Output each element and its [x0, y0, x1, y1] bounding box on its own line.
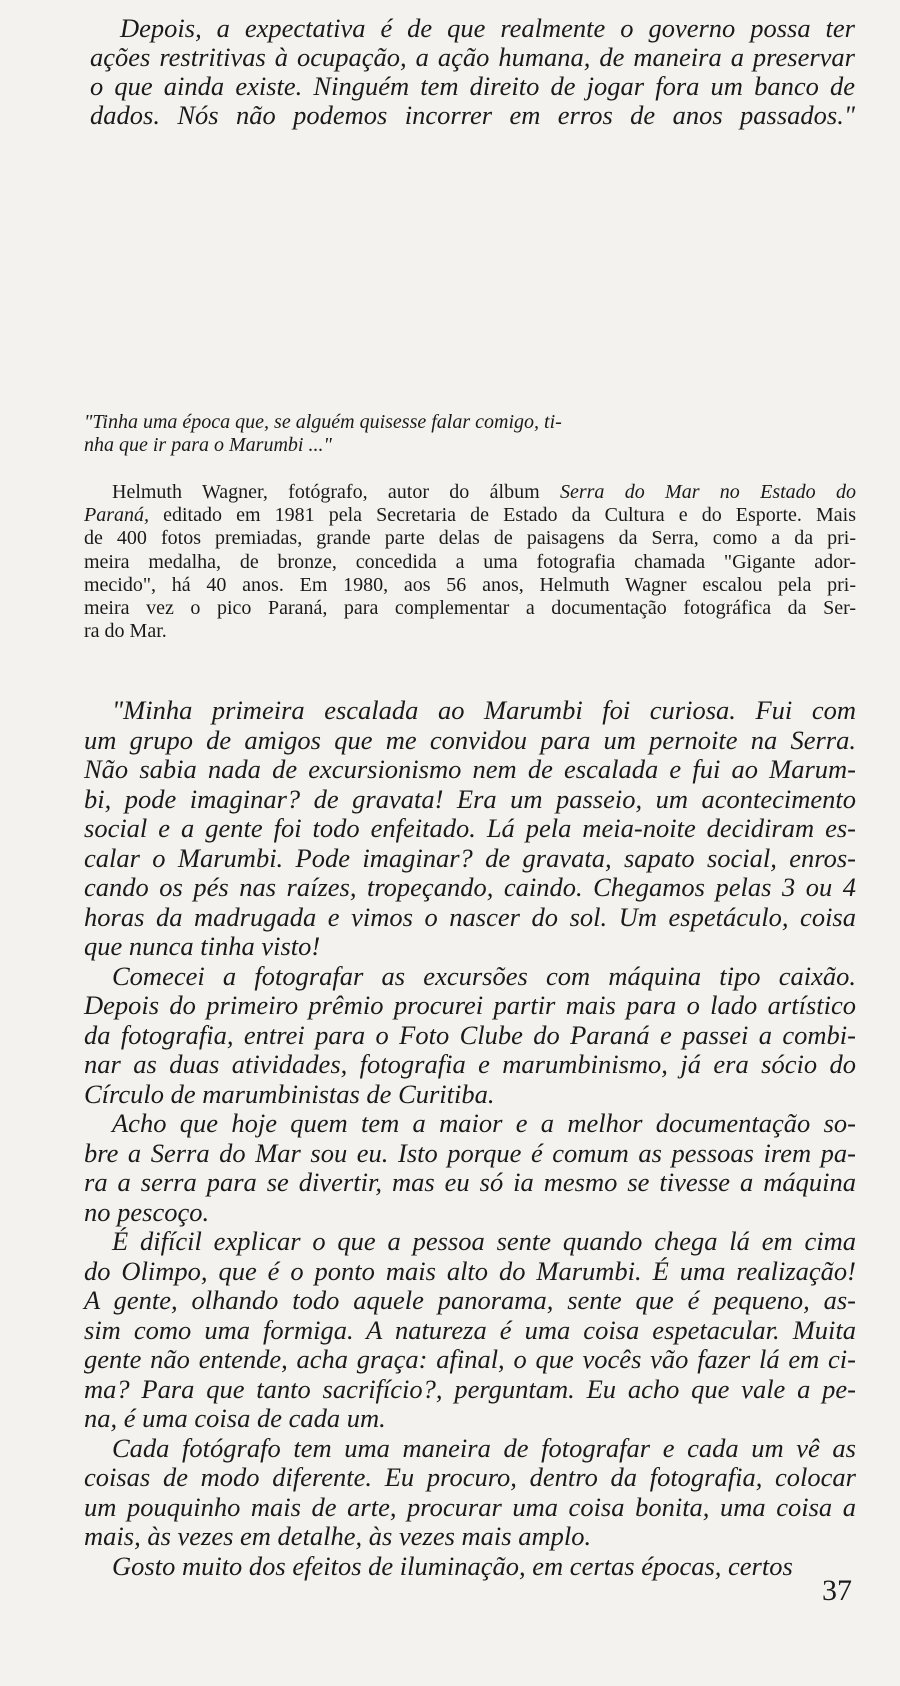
photographer-bio [84, 481, 856, 643]
text-line: Comecei a fotografar as excursões com máquina tipo caixão. [112, 960, 856, 991]
album-title: Paraná, [84, 504, 149, 527]
text-line: É difícil explicar o que a pessoa sente quando chega lá em cima [112, 1226, 856, 1256]
text-line: bre a Serra do Mar sou eu. Isto porque é comum as pessoas irem pa- [84, 1137, 856, 1168]
text-line: mecido", há 40 anos. Em 1980, aos 56 anos, Helmuth Wagner escalou pela pri- [84, 573, 856, 596]
text-line: Depois, a expectativa é de que realmente o governo possa ter [120, 13, 855, 43]
text-line: ações restritivas à ocupação, a ação humana, de maneira a preservar [90, 42, 855, 72]
interview-paragraph [84, 1434, 856, 1552]
text-line: de 400 fotos premiadas, grande parte delas de paisagens da Serra, como a da pri- [84, 527, 856, 550]
text-line: Cada fotógrafo tem uma maneira de fotografar e cada um vê as [112, 1432, 856, 1463]
text-line: meira vez o pico Paraná, para complementar a documentação fotográfica da Ser- [84, 597, 856, 620]
text-line: nar as duas atividades, fotografia e marumbinismo, já era sócio do [84, 1049, 856, 1079]
epigraph-quote [84, 411, 664, 457]
text-line: nha que ir para o Marumbi ..." [84, 434, 332, 456]
album-title: Serra do Mar no Estado do [559, 481, 857, 503]
text-line: do Olimpo, que é o ponto mais alto do Marumbi. É uma realização! [84, 1255, 856, 1286]
text-line: horas da madrugada e vimos o nascer do sol. Um espetáculo, coisa [84, 901, 856, 932]
text-line: um pouquinho mais de arte, procurar uma coisa bonita, uma coisa a [84, 1491, 856, 1522]
text-line: ma? Para que tanto sacrifício?, perguntam. Eu acho que vale a pe- [84, 1373, 856, 1404]
text-line: Gosto muito dos efeitos de iluminação, em certas épocas, certos [112, 1550, 793, 1581]
text-line: mais, às vezes em detalhe, às vezes mais amplo. [84, 1521, 592, 1551]
interview-paragraph [84, 1109, 856, 1227]
text-line: Acho que hoje quem tem a maior e a melhor documentação so- [112, 1108, 856, 1138]
interview-paragraph [84, 1552, 856, 1582]
text-line: Não sabia nada de excursionismo nem de escalada e fui ao Marum- [84, 754, 856, 784]
text-line: "Minha primeira escalada ao Marumbi foi curiosa. Fui com [112, 695, 856, 725]
text-line: da fotografia, entrei para o Foto Clube do Paraná e passei a combi- [84, 1019, 856, 1050]
text-line: um grupo de amigos que me convidou para um pernoite na Serra. [84, 724, 856, 755]
text-line: coisas de modo diferente. Eu procuro, dentro da fotografia, colocar [84, 1462, 856, 1492]
text-line: social e a gente foi todo enfeitado. Lá pela meia-noite decidiram es- [84, 813, 856, 843]
page-number: 37 [822, 1574, 852, 1607]
interview-paragraph [84, 962, 856, 1110]
text-line: ra do Mar. [84, 620, 167, 643]
text-line: cando os pés nas raízes, tropeçando, caindo. Chegamos pelas 3 ou 4 [84, 872, 856, 902]
interview-text [84, 696, 856, 1581]
text-line: A gente, olhando todo aquele panorama, sente que é pequeno, as- [84, 1285, 856, 1315]
interview-paragraph [84, 696, 856, 962]
text-line: dados. Nós não podemos incorrer em erros de anos passados." [90, 100, 855, 130]
closing-quote [90, 14, 855, 130]
text-line [84, 504, 856, 527]
text-line [84, 481, 856, 504]
text-line: bi, pode imaginar? de gravata! Era um passeio, um acontecimento [84, 783, 856, 814]
text-line: na, é uma coisa de cada um. [84, 1403, 386, 1433]
text-line: meira medalha, de bronze, concedida a uma fotografia chamada "Gigante ador- [84, 550, 856, 573]
bio-text: editado em 1981 pela Secretaria de Estado da Cultura e do Esporte. Mais [149, 504, 856, 527]
text-line: que nunca tinha visto! [84, 931, 321, 961]
text-line: calar o Marumbi. Pode imaginar? de gravata, sapato social, enros- [84, 842, 856, 873]
text-line: Depois do primeiro prêmio procurei partir mais para o lado artístico [84, 990, 856, 1020]
text-line: gente não entende, acha graça: afinal, o que vocês vão fazer lá em ci- [84, 1344, 856, 1374]
text-line: Círculo de marumbinistas de Curitiba. [84, 1078, 495, 1109]
text-line: ra a serra para se divertir, mas eu só ia mesmo se tivesse a máquina [84, 1167, 856, 1197]
text-line: "Tinha uma época que, se alguém quisesse falar comigo, ti- [84, 411, 562, 433]
text-line: sim como uma formiga. A natureza é uma coisa espetacular. Muita [84, 1314, 856, 1345]
bio-text: Helmuth Wagner, fotógrafo, autor do álbum [112, 481, 560, 503]
text-line: no pescoço. [84, 1196, 210, 1227]
text-line: o que ainda existe. Ninguém tem direito de jogar fora um banco de [90, 71, 855, 101]
interview-paragraph [84, 1227, 856, 1434]
